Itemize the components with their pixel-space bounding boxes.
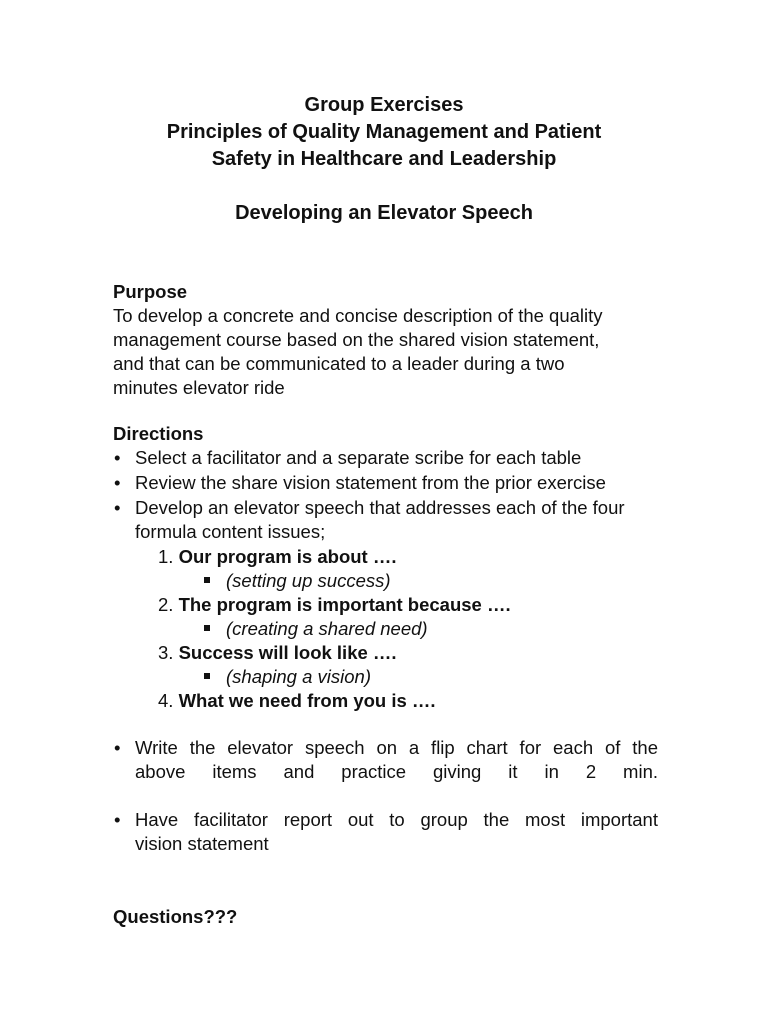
formula-subitem-text: (creating a shared need) [226, 618, 428, 639]
title-line-2: Principles of Quality Management and Patient [166, 121, 602, 143]
purpose-line: To develop a concrete and concise description of the quality [113, 305, 603, 326]
directions-list [113, 446, 658, 544]
document-title [0, 92, 768, 173]
square-bullet-icon [204, 673, 210, 679]
formula-subitem-text: (shaping a vision) [226, 666, 371, 687]
questions-heading: Questions??? [113, 906, 238, 927]
formula-subitem [158, 665, 658, 689]
action-bullet-line: above items and practice giving it in 2 min. [135, 761, 658, 782]
formula-number: 1. [158, 546, 174, 567]
formula-item [158, 641, 658, 689]
action-bullet [113, 808, 658, 856]
purpose-line: management course based on the shared vision statement, [113, 329, 600, 350]
document-subtitle: Developing an Elevator Speech [235, 202, 533, 224]
formula-text: The program is important because …. [178, 594, 511, 615]
formula-number: 4. [158, 690, 174, 711]
formula-text: Our program is about …. [178, 546, 397, 567]
square-bullet-icon [204, 625, 210, 631]
formula-item [158, 689, 658, 713]
directions-heading: Directions [113, 423, 204, 444]
directions-bullet [113, 496, 658, 544]
action-bullet-line: • Have facilitator report out to group the most important [135, 809, 658, 830]
formula-text: What we need from you is …. [178, 690, 436, 711]
formula-subitem [158, 569, 658, 593]
purpose-heading: Purpose [113, 281, 188, 302]
purpose-line: minutes elevator ride [113, 377, 285, 398]
formula-subitem-text: (setting up success) [226, 570, 391, 591]
title-line-1: Group Exercises [304, 94, 464, 116]
title-line-3: Safety in Healthcare and Leadership [211, 148, 557, 170]
action-bullet [113, 736, 658, 784]
formula-number: 2. [158, 594, 174, 615]
formula-number: 3. [158, 642, 174, 663]
purpose-section [113, 280, 658, 400]
directions-bullet-line: formula content issues; [135, 521, 326, 542]
action-bullet-line: vision statement [135, 833, 269, 854]
action-bullets-list [113, 736, 658, 856]
action-bullets-section [113, 736, 658, 880]
action-bullet-line: • Write the elevator speech on a flip chart for each of the [135, 737, 658, 758]
formula-subitem [158, 617, 658, 641]
formula-text: Success will look like …. [178, 642, 397, 663]
directions-bullet: • Review the share vision statement from the prior exercise [113, 471, 658, 495]
formula-list [113, 545, 658, 713]
directions-section [113, 422, 658, 713]
directions-bullet-line: • Develop an elevator speech that addresses each of the four [135, 497, 625, 518]
formula-item [158, 545, 658, 593]
square-bullet-icon [204, 577, 210, 583]
purpose-line: and that can be communicated to a leader during a two [113, 353, 565, 374]
directions-bullet: • Select a facilitator and a separate scribe for each table [113, 446, 658, 470]
formula-item [158, 593, 658, 641]
